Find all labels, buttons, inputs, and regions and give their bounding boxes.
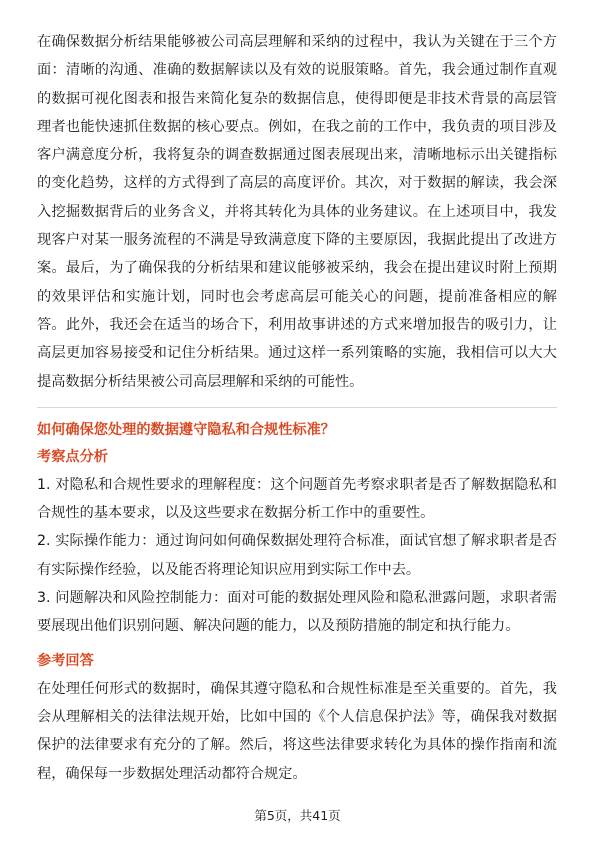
page-number: 第5页，共41页: [254, 808, 341, 823]
analysis-item: 2. 实际操作能力：通过询问如何确保数据处理符合标准，面试官想了解求职者是否有实际操作经验，以及能否将理论知识应用到实际工作中去。: [37, 533, 557, 578]
answer-paragraph: 在处理任何形式的数据时，确保其遵守隐私和合规性标准是至关重要的。首先，我会从理解相关的法律法规开始，比如中国的《个人信息保护法》等，确保我对数据保护的法律要求有充分的了解。然后，将这些法律要求转化为具体的操作指南和流程，确保每一步数据处理活动都符合规定。: [37, 680, 557, 782]
question-heading: 如何确保您处理的数据遵守隐私和合规性标准？: [37, 421, 335, 438]
analysis-item: 3. 问题解决和风险控制能力：面对可能的数据处理风险和隐私泄露问题，求职者需要展现出他们识别问题、解决问题的能力，以及预防措施的制定和执行能力。: [37, 590, 557, 635]
analysis-title: 考察点分析: [37, 448, 108, 465]
answer-title: 参考回答: [37, 652, 94, 669]
intro-paragraph: 在确保数据分析结果能够被公司高层理解和采纳的过程中，我认为关键在于三个方面：清晰的沟通、准确的数据解读以及有效的说服策略。首先，我会通过制作直观的数据可视化图表和报告来简化复杂的数据信息，使得即便是非技术背景的高层管理者也能快速抓住数据的核心要点。例如，在我之前的工作中，我负责的项目涉及客户满意度分析，我将复杂的调查数据通过图表展现出来，清晰地标示出关键指标的变化趋势，这样的方式得到了高层的高度评价。其次，对于数据的解读，我会深入挖掘数据背后的业务含义，并将其转化为具体的业务建议。在上述项目中，我发现客户对某一服务流程的不满是导致满意度下降的主要原因，我据此提出了改进方案。最后，为了确保我的分析结果和建议能够被采纳，我会在提出建议时附上预期的效果评估和实施计划，同时也会考虑高层可能关心的问题，提前准备相应的解答。此外，我还会在适当的场合下，利用故事讲述的方式来增加报告的吸引力，让高层更加容易接受和记住分析结果。通过这样一系列策略的实施，我相信可以大大提高数据分析结果被公司高层理解和采纳的可能性。: [37, 34, 557, 390]
section-divider: [37, 407, 557, 408]
analysis-item: 1. 对隐私和合规性要求的理解程度：这个问题首先考察求职者是否了解数据隐私和合规性的基本要求，以及这些要求在数据分析工作中的重要性。: [37, 476, 557, 522]
document-page: [37, 28, 557, 788]
